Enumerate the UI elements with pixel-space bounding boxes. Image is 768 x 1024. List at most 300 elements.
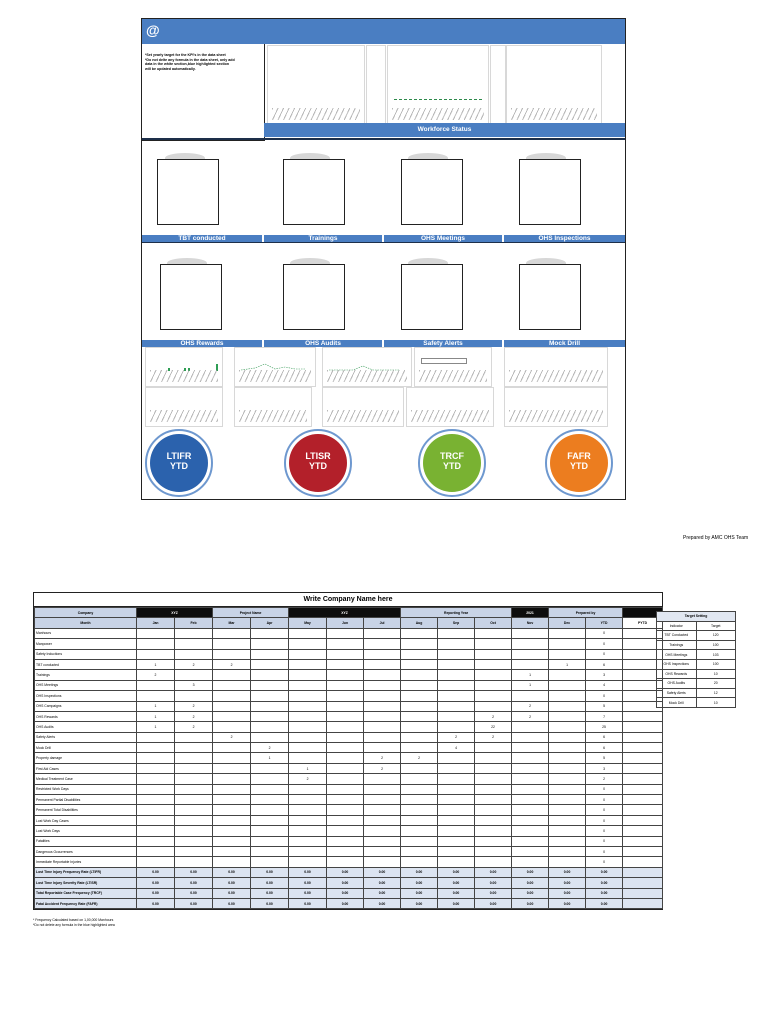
data-cell[interactable]	[364, 836, 401, 846]
data-cell[interactable]	[438, 680, 475, 690]
data-cell[interactable]	[438, 846, 475, 856]
data-cell[interactable]	[438, 639, 475, 649]
data-cell[interactable]: 2	[364, 763, 401, 773]
data-cell[interactable]: 2	[512, 701, 549, 711]
data-cell[interactable]	[251, 691, 289, 701]
data-cell[interactable]	[475, 628, 512, 638]
data-cell: 0.00	[475, 888, 512, 898]
data-cell[interactable]	[364, 670, 401, 680]
data-cell[interactable]: 1	[549, 659, 586, 669]
data-cell[interactable]	[512, 774, 549, 784]
data-cell[interactable]	[512, 857, 549, 867]
data-cell[interactable]	[475, 680, 512, 690]
data-cell[interactable]	[475, 836, 512, 846]
data-cell[interactable]	[327, 743, 364, 753]
target-cell[interactable]: 100	[696, 659, 736, 669]
data-cell[interactable]	[175, 805, 213, 815]
data-cell[interactable]	[475, 774, 512, 784]
data-cell[interactable]: 2	[251, 743, 289, 753]
data-cell[interactable]	[401, 628, 438, 638]
data-cell[interactable]	[475, 846, 512, 856]
data-cell[interactable]	[549, 743, 586, 753]
data-cell[interactable]	[327, 722, 364, 732]
data-cell[interactable]	[289, 795, 327, 805]
data-cell[interactable]	[401, 836, 438, 846]
data-cell[interactable]: 1	[137, 711, 175, 721]
data-cell[interactable]: 2	[475, 732, 512, 742]
data-cell[interactable]	[175, 649, 213, 659]
data-cell[interactable]: 1	[137, 701, 175, 711]
data-cell[interactable]	[401, 732, 438, 742]
data-cell[interactable]	[364, 711, 401, 721]
data-cell[interactable]	[327, 659, 364, 669]
data-cell[interactable]	[137, 805, 175, 815]
table-row	[35, 711, 663, 721]
data-cell[interactable]	[401, 722, 438, 732]
data-cell[interactable]	[401, 711, 438, 721]
data-cell[interactable]	[438, 815, 475, 825]
data-cell[interactable]	[327, 680, 364, 690]
ltisr-disc	[289, 434, 347, 492]
data-cell[interactable]	[549, 815, 586, 825]
data-cell[interactable]	[213, 805, 251, 815]
data-cell[interactable]	[213, 670, 251, 680]
data-cell[interactable]	[289, 753, 327, 763]
data-cell[interactable]	[175, 670, 213, 680]
data-cell[interactable]	[289, 680, 327, 690]
data-cell[interactable]	[549, 680, 586, 690]
data-cell[interactable]	[213, 763, 251, 773]
data-cell[interactable]: 2	[401, 753, 438, 763]
data-cell[interactable]	[213, 691, 251, 701]
data-cell[interactable]	[401, 670, 438, 680]
data-cell[interactable]	[512, 649, 549, 659]
data-cell[interactable]	[213, 753, 251, 763]
data-cell[interactable]	[175, 774, 213, 784]
data-cell[interactable]	[549, 691, 586, 701]
data-cell[interactable]: 2	[175, 711, 213, 721]
data-cell[interactable]	[438, 701, 475, 711]
data-cell[interactable]	[251, 628, 289, 638]
data-cell[interactable]	[137, 815, 175, 825]
data-cell[interactable]	[251, 649, 289, 659]
data-cell[interactable]: 2	[175, 659, 213, 669]
data-cell[interactable]: 22	[475, 722, 512, 732]
data-cell[interactable]	[364, 846, 401, 856]
data-cell[interactable]	[137, 691, 175, 701]
data-cell[interactable]	[438, 774, 475, 784]
data-cell[interactable]	[327, 836, 364, 846]
data-cell[interactable]: 2	[175, 722, 213, 732]
data-cell[interactable]	[475, 659, 512, 669]
target-cell[interactable]: 120	[696, 631, 736, 641]
data-cell[interactable]	[289, 805, 327, 815]
data-cell[interactable]	[251, 857, 289, 867]
data-cell[interactable]	[475, 784, 512, 794]
data-cell[interactable]	[289, 826, 327, 836]
data-cell[interactable]: 2	[512, 711, 549, 721]
data-cell[interactable]	[475, 701, 512, 711]
data-cell[interactable]	[175, 732, 213, 742]
data-cell[interactable]	[549, 670, 586, 680]
data-cell[interactable]: 2	[213, 659, 251, 669]
data-cell[interactable]	[289, 639, 327, 649]
data-cell[interactable]	[364, 722, 401, 732]
data-cell[interactable]	[401, 743, 438, 753]
data-cell[interactable]	[213, 826, 251, 836]
data-cell[interactable]	[475, 670, 512, 680]
data-cell[interactable]	[549, 763, 586, 773]
data-cell[interactable]	[438, 659, 475, 669]
data-cell[interactable]	[549, 826, 586, 836]
data-cell[interactable]	[175, 763, 213, 773]
data-cell[interactable]	[327, 701, 364, 711]
data-cell[interactable]	[251, 815, 289, 825]
data-cell[interactable]	[512, 763, 549, 773]
data-cell[interactable]: 3	[175, 680, 213, 690]
company-title[interactable]: Write Company Name here	[34, 593, 662, 607]
data-cell[interactable]	[475, 826, 512, 836]
data-cell[interactable]	[512, 815, 549, 825]
data-cell[interactable]	[213, 722, 251, 732]
data-cell[interactable]	[251, 711, 289, 721]
data-cell[interactable]	[327, 805, 364, 815]
data-cell[interactable]	[175, 639, 213, 649]
data-cell[interactable]	[364, 774, 401, 784]
data-cell[interactable]	[549, 649, 586, 659]
data-cell[interactable]	[364, 628, 401, 638]
data-cell[interactable]	[364, 815, 401, 825]
trend-chart	[322, 347, 412, 387]
data-cell[interactable]	[251, 763, 289, 773]
data-cell[interactable]	[327, 857, 364, 867]
data-cell[interactable]	[438, 691, 475, 701]
data-cell[interactable]	[512, 784, 549, 794]
data-cell	[623, 836, 663, 846]
data-cell[interactable]	[327, 795, 364, 805]
data-cell[interactable]	[327, 815, 364, 825]
data-cell[interactable]	[401, 826, 438, 836]
data-cell[interactable]: 1	[251, 753, 289, 763]
data-cell[interactable]	[175, 784, 213, 794]
data-cell[interactable]	[364, 857, 401, 867]
data-cell[interactable]	[438, 711, 475, 721]
data-cell[interactable]	[401, 649, 438, 659]
data-cell[interactable]	[289, 732, 327, 742]
data-cell[interactable]	[327, 763, 364, 773]
data-cell[interactable]	[251, 680, 289, 690]
data-cell[interactable]	[289, 836, 327, 846]
data-cell[interactable]	[251, 826, 289, 836]
data-cell[interactable]	[137, 784, 175, 794]
data-cell[interactable]	[475, 649, 512, 659]
data-cell[interactable]	[401, 659, 438, 669]
data-cell[interactable]	[213, 846, 251, 856]
data-cell[interactable]	[438, 805, 475, 815]
data-cell[interactable]	[475, 691, 512, 701]
data-cell[interactable]	[289, 701, 327, 711]
data-cell[interactable]: 1	[289, 763, 327, 773]
data-cell[interactable]	[213, 680, 251, 690]
data-cell[interactable]	[549, 732, 586, 742]
data-cell[interactable]	[137, 628, 175, 638]
data-cell[interactable]	[549, 711, 586, 721]
data-cell[interactable]	[213, 857, 251, 867]
data-cell[interactable]	[137, 732, 175, 742]
data-cell[interactable]	[438, 784, 475, 794]
table-row	[35, 826, 663, 836]
data-cell[interactable]	[401, 795, 438, 805]
data-cell[interactable]	[251, 805, 289, 815]
data-cell[interactable]	[213, 795, 251, 805]
data-cell[interactable]	[175, 753, 213, 763]
data-cell[interactable]	[213, 639, 251, 649]
data-cell[interactable]	[512, 722, 549, 732]
data-cell[interactable]	[401, 857, 438, 867]
data-cell[interactable]	[364, 826, 401, 836]
data-cell[interactable]	[251, 846, 289, 856]
company-value[interactable]: XYZ	[137, 608, 213, 618]
ohs-rewards-gauge	[160, 264, 222, 330]
data-cell[interactable]	[251, 722, 289, 732]
data-cell[interactable]	[475, 857, 512, 867]
data-cell[interactable]	[512, 659, 549, 669]
data-cell[interactable]	[327, 732, 364, 742]
data-cell[interactable]	[213, 628, 251, 638]
data-cell[interactable]	[289, 691, 327, 701]
data-cell[interactable]	[549, 805, 586, 815]
month-header: PYTD	[623, 618, 663, 628]
data-cell[interactable]	[401, 639, 438, 649]
data-cell[interactable]	[364, 743, 401, 753]
data-cell[interactable]	[213, 774, 251, 784]
data-cell[interactable]	[364, 784, 401, 794]
data-cell[interactable]: 1	[137, 722, 175, 732]
data-cell[interactable]	[438, 826, 475, 836]
data-cell[interactable]	[549, 784, 586, 794]
data-cell[interactable]	[364, 805, 401, 815]
data-cell[interactable]	[213, 815, 251, 825]
data-cell[interactable]	[401, 774, 438, 784]
data-cell[interactable]: 4	[438, 743, 475, 753]
data-cell[interactable]	[401, 763, 438, 773]
data-cell[interactable]	[327, 826, 364, 836]
data-cell[interactable]	[549, 774, 586, 784]
data-cell[interactable]	[512, 628, 549, 638]
data-cell[interactable]	[475, 815, 512, 825]
data-cell[interactable]	[289, 743, 327, 753]
data-cell[interactable]	[251, 639, 289, 649]
data-cell[interactable]	[289, 670, 327, 680]
data-cell[interactable]	[512, 795, 549, 805]
data-cell[interactable]	[251, 701, 289, 711]
data-cell[interactable]	[438, 722, 475, 732]
data-cell[interactable]	[175, 846, 213, 856]
data-cell[interactable]	[213, 701, 251, 711]
data-cell[interactable]	[438, 763, 475, 773]
data-cell[interactable]	[401, 680, 438, 690]
data-cell[interactable]	[364, 732, 401, 742]
data-cell[interactable]	[137, 649, 175, 659]
project-value[interactable]: XYZ	[289, 608, 401, 618]
data-cell[interactable]: 2	[175, 701, 213, 711]
data-cell[interactable]	[327, 711, 364, 721]
data-cell[interactable]	[512, 743, 549, 753]
data-cell[interactable]	[289, 722, 327, 732]
data-cell[interactable]	[475, 639, 512, 649]
data-cell[interactable]	[137, 743, 175, 753]
data-cell[interactable]	[475, 805, 512, 815]
data-cell[interactable]	[137, 639, 175, 649]
data-cell[interactable]	[175, 691, 213, 701]
data-cell[interactable]: 2	[364, 753, 401, 763]
data-cell[interactable]	[137, 857, 175, 867]
data-cell[interactable]	[512, 753, 549, 763]
data-cell[interactable]	[475, 753, 512, 763]
data-cell[interactable]	[364, 659, 401, 669]
data-cell[interactable]	[213, 784, 251, 794]
data-cell[interactable]	[175, 743, 213, 753]
prepared-label: Prepared by	[549, 608, 623, 618]
data-cell: 0.00	[401, 888, 438, 898]
target-cell[interactable]: 103	[696, 650, 736, 660]
data-cell[interactable]	[549, 722, 586, 732]
data-cell[interactable]	[213, 836, 251, 846]
data-cell[interactable]	[137, 774, 175, 784]
target-cell[interactable]: 12	[696, 688, 736, 698]
target-cell[interactable]: 20	[696, 679, 736, 689]
data-cell[interactable]	[512, 691, 549, 701]
data-cell[interactable]	[438, 670, 475, 680]
data-cell[interactable]	[401, 691, 438, 701]
data-cell[interactable]	[175, 795, 213, 805]
data-cell[interactable]	[475, 795, 512, 805]
data-cell[interactable]	[327, 639, 364, 649]
data-cell[interactable]	[512, 639, 549, 649]
data-cell[interactable]	[137, 846, 175, 856]
data-cell[interactable]	[289, 784, 327, 794]
data-cell[interactable]	[438, 649, 475, 659]
data-cell[interactable]	[401, 846, 438, 856]
data-cell[interactable]	[137, 753, 175, 763]
data-cell[interactable]	[401, 701, 438, 711]
data-cell[interactable]: 1	[137, 659, 175, 669]
data-cell[interactable]	[438, 753, 475, 763]
data-cell[interactable]	[327, 691, 364, 701]
data-cell[interactable]	[289, 846, 327, 856]
data-cell[interactable]	[512, 732, 549, 742]
data-cell[interactable]	[401, 815, 438, 825]
data-cell[interactable]	[364, 701, 401, 711]
target-cell[interactable]: 100	[696, 640, 736, 650]
data-cell[interactable]	[213, 649, 251, 659]
data-cell[interactable]	[251, 670, 289, 680]
data-cell[interactable]	[364, 639, 401, 649]
data-cell[interactable]	[475, 763, 512, 773]
data-cell[interactable]	[512, 826, 549, 836]
data-cell[interactable]	[549, 846, 586, 856]
target-cell[interactable]: 10	[696, 669, 736, 679]
data-cell[interactable]	[364, 680, 401, 690]
data-cell[interactable]	[512, 846, 549, 856]
data-cell[interactable]	[137, 795, 175, 805]
data-cell[interactable]	[251, 774, 289, 784]
data-cell: 0.00	[137, 867, 175, 877]
year-value[interactable]: 2021	[512, 608, 549, 618]
data-cell[interactable]	[251, 784, 289, 794]
data-cell[interactable]	[289, 857, 327, 867]
data-cell[interactable]: 2	[137, 670, 175, 680]
data-cell[interactable]	[251, 836, 289, 846]
data-cell[interactable]	[213, 711, 251, 721]
data-cell[interactable]	[401, 784, 438, 794]
data-cell[interactable]	[137, 826, 175, 836]
data-cell[interactable]	[289, 815, 327, 825]
data-cell[interactable]	[327, 649, 364, 659]
data-cell[interactable]	[137, 680, 175, 690]
target-cell[interactable]: 10	[696, 698, 736, 708]
data-cell[interactable]: 1	[512, 680, 549, 690]
data-cell[interactable]	[549, 628, 586, 638]
data-cell[interactable]	[137, 836, 175, 846]
data-cell[interactable]	[213, 743, 251, 753]
data-cell[interactable]: 2	[438, 732, 475, 742]
data-cell[interactable]: 1	[512, 670, 549, 680]
data-cell[interactable]	[438, 795, 475, 805]
data-cell[interactable]	[327, 784, 364, 794]
data-cell[interactable]	[549, 701, 586, 711]
data-cell[interactable]: 2	[475, 711, 512, 721]
data-cell[interactable]	[438, 857, 475, 867]
data-cell[interactable]	[549, 857, 586, 867]
data-cell[interactable]	[364, 795, 401, 805]
data-cell[interactable]	[327, 670, 364, 680]
data-cell[interactable]	[475, 743, 512, 753]
data-cell[interactable]	[175, 857, 213, 867]
data-cell[interactable]	[401, 805, 438, 815]
data-cell[interactable]	[175, 836, 213, 846]
data-cell[interactable]	[549, 795, 586, 805]
data-cell[interactable]	[175, 815, 213, 825]
data-cell[interactable]	[549, 753, 586, 763]
data-cell[interactable]	[251, 732, 289, 742]
data-cell[interactable]	[137, 763, 175, 773]
data-cell[interactable]	[512, 836, 549, 846]
data-cell[interactable]: 2	[289, 774, 327, 784]
data-cell[interactable]	[327, 774, 364, 784]
ytd-cell: 0	[586, 805, 623, 815]
data-cell[interactable]	[364, 691, 401, 701]
data-cell[interactable]: 2	[213, 732, 251, 742]
data-cell[interactable]	[289, 711, 327, 721]
data-cell[interactable]	[175, 628, 213, 638]
data-cell[interactable]	[327, 628, 364, 638]
data-cell[interactable]	[289, 659, 327, 669]
data-cell[interactable]	[289, 628, 327, 638]
data-cell[interactable]	[438, 836, 475, 846]
data-cell[interactable]	[175, 826, 213, 836]
data-cell[interactable]	[364, 649, 401, 659]
data-cell[interactable]	[251, 795, 289, 805]
data-cell[interactable]	[549, 639, 586, 649]
data-cell[interactable]	[251, 659, 289, 669]
data-cell[interactable]	[512, 805, 549, 815]
data-cell[interactable]	[327, 753, 364, 763]
data-cell[interactable]	[438, 628, 475, 638]
data-cell[interactable]	[289, 649, 327, 659]
data-cell[interactable]	[327, 846, 364, 856]
data-cell[interactable]	[549, 836, 586, 846]
